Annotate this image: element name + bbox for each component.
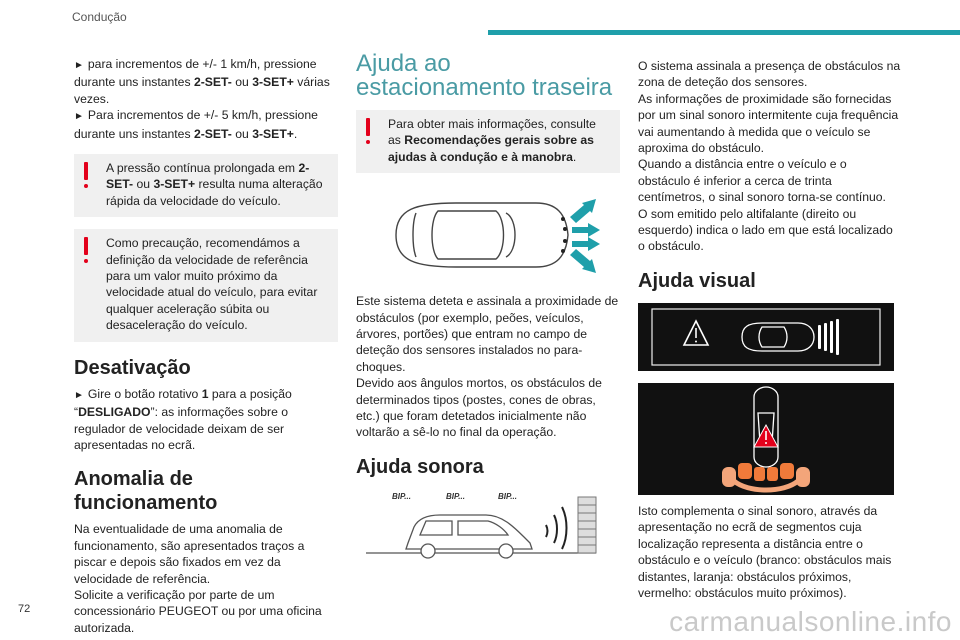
bip-label: BIP...: [392, 491, 411, 501]
column-middle: [356, 52, 620, 571]
sound-text-frequency: As informações de proximidade são fornecidas por um sinal sonoro intermitente cuja frequência vai aumentando à medida que o veículo se aproxima do obstáculo.: [638, 91, 899, 156]
section-title: Condução: [72, 10, 127, 24]
visual-aid-text: Isto complementa o sinal sonoro, através da apresentação no ecrã de segmentos cuja localização representa a distância entre o obstáculo e o veículo (branco: obstáculos mais distantes, laranja: obstáculos próximos, vermelho: obstáculos muito próximos).: [638, 503, 892, 600]
car-top-view-sensors-illustration: [356, 183, 620, 287]
bullet-increment-5: ► Para incrementos de +/- 5 km/h, pressione durante uns instantes 2-SET- ou 3-SET+.: [74, 108, 318, 141]
heading-visual-aid: Ajuda visual: [638, 269, 756, 292]
malfunction-text: Na eventualidade de uma anomalia de funcionamento, são apresentados traços a piscar e depois são fixados em vez da velocidade de referência.: [74, 522, 305, 586]
blind-spot-text: Devido aos ângulos mortos, os obstáculos de determinados tipos (postes, cones de obras, etc.) que foram detetados inicialmente não voltarão a sê-lo no final da operação.: [356, 376, 602, 440]
deactivation-text: ► Gire o botão rotativo 1 para a posição “DESLIGADO”: as informações sobre o regulador de velocidade deixam de ser apresentadas no ecrã.: [74, 386, 292, 452]
bip-label: BIP...: [498, 491, 517, 501]
warning-note-continuous-press: A pressão contínua prolongada em 2-SET- ou 3-SET+ resulta numa alteração rápida da velocidade do veículo.: [74, 154, 338, 217]
exclamation-icon: [84, 237, 88, 255]
heading-audible-aid: Ajuda sonora: [356, 455, 484, 478]
car-outline-icon: [742, 323, 814, 351]
detection-text: Este sistema deteta e assinala a proximidade de obstáculos (por exemplo, peões, veículos, árvores, portões) que entram no campo de deteção dos sensores instalados no para-choques.: [356, 294, 619, 374]
triangle-bullet-icon: ►: [74, 389, 84, 401]
exclamation-icon: [84, 162, 88, 180]
page-number: 72: [18, 603, 31, 615]
triangle-bullet-icon: ►: [74, 60, 84, 71]
sound-text-continuous: Quando a distância entre o veículo e o obstáculo é inferior a cerca de trinta centímetros, o sinal sonoro torna-se contínuo.: [638, 157, 886, 205]
screen-display-vertical: [638, 383, 894, 495]
header-accent-bar: [488, 30, 960, 35]
heading-malfunction: Anomalia de funcionamento: [74, 468, 218, 515]
warning-note-precaution: Como precaução, recomendámos a definição da velocidade de referência para um valor muito próximo da velocidade atual do veículo, para evitar qualquer aceleração súbita ou desaceleração do veículo.: [74, 229, 338, 341]
malfunction-contact-text: Solicite a verificação por parte de um concessionário PEUGEOT ou por uma oficina autorizada.: [74, 587, 322, 635]
sound-text-presence: O sistema assinala a presença de obstáculos na zona de deteção dos sensores.: [638, 59, 901, 90]
bip-label: BIP...: [446, 491, 465, 501]
car-reversing-beep-illustration: [356, 487, 620, 571]
exclamation-icon: [366, 118, 370, 136]
heading-rear-parking-aid: Ajuda ao estacionamento traseira: [356, 50, 613, 101]
watermark: carmanualsonline.info: [669, 606, 952, 637]
column-left: [74, 56, 338, 636]
info-note-recommendations: Para obter mais informações, consulte as Recomendações gerais sobre as ajudas à condução e à manobra.: [356, 110, 620, 173]
bullet-increment-1: ► para incrementos de +/- 1 km/h, pressione durante uns instantes 2-SET- ou 3-SET+ várias vezes.: [74, 57, 330, 106]
sound-text-side: O som emitido pelo altifalante (direito ou esquerdo) indica o lado em que está localizado o obstáculo.: [638, 206, 893, 254]
column-right: [638, 58, 902, 601]
screen-display-horizontal: [638, 303, 894, 371]
heading-deactivation: Desativação: [74, 356, 191, 379]
triangle-bullet-icon: ►: [74, 111, 84, 123]
